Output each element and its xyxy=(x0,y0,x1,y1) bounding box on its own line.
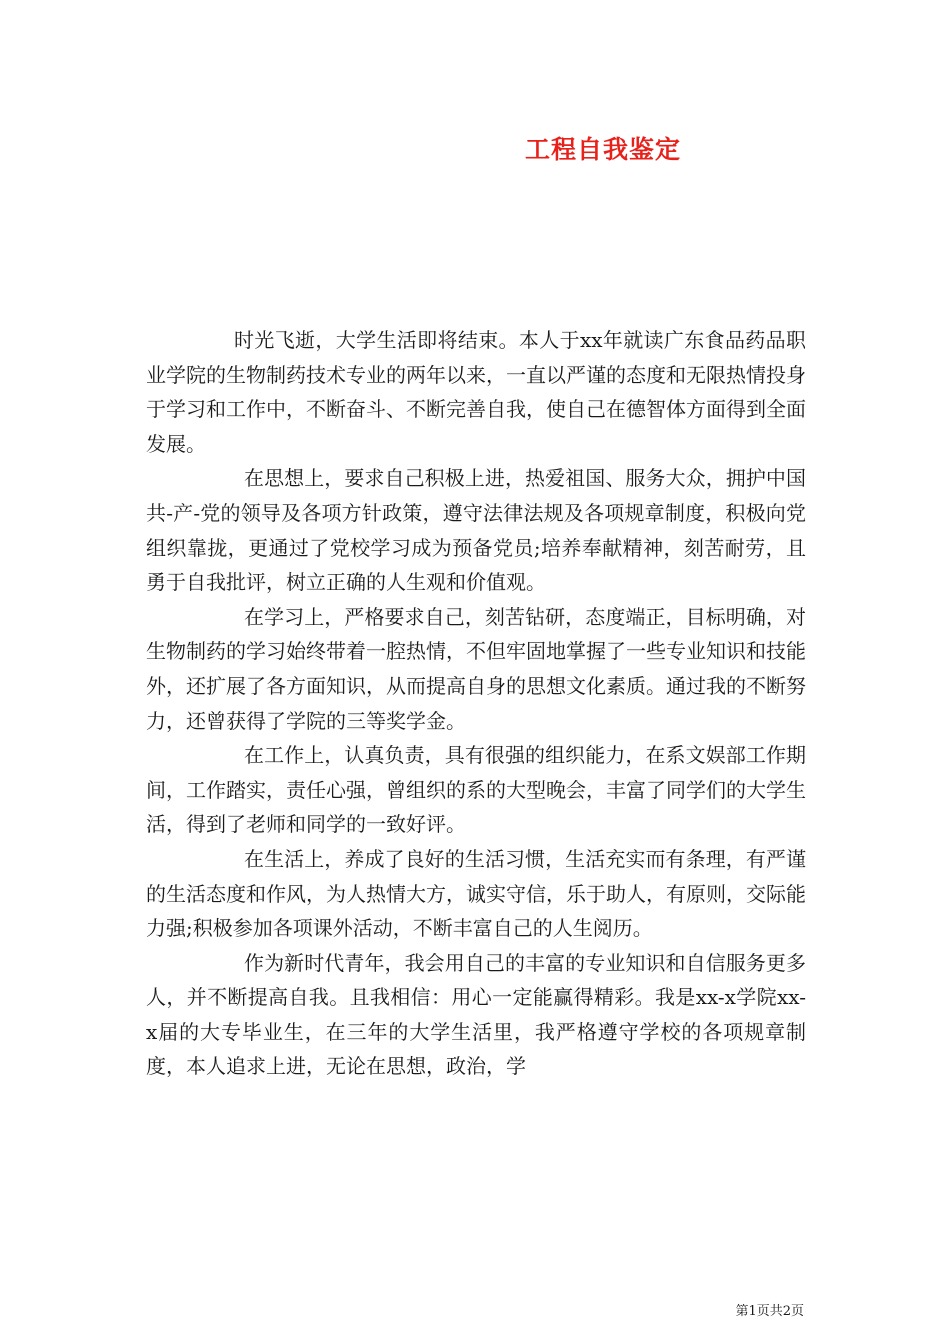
page-number-footer: 第1页共2页 xyxy=(735,1304,804,1319)
paragraph-thought: 在思想上，要求自己积极上进，热爱祖国、服务大众，拥护中国共-产-党的领导及各项方针政策，遵守法律法规及各项规章制度，积极向党组织靠拢，更通过了党校学习成为预备党员;培养奉献精神，刻苦耐劳，且勇于自我批评，树立正确的人生观和价值观。 xyxy=(146,466,806,595)
paragraph-work: 在工作上，认真负责，具有很强的组织能力，在系文娱部工作期间，工作踏实，责任心强，曾组织的系的大型晚会，丰富了同学们的大学生活，得到了老师和同学的一致好评。 xyxy=(146,743,806,837)
paragraph-intro: 时光飞逝，大学生活即将结束。本人于xx年就读广东食品药品职业学院的生物制药技术专业的两年以来，一直以严谨的态度和无限热情投身于学习和工作中，不断奋斗、不断完善自我，使自己在德智体方面得到全面发展。 xyxy=(146,328,806,456)
paragraph-life: 在生活上，养成了良好的生活习惯，生活充实而有条理，有严谨的生活态度和作风，为人热情大方，诚实守信，乐于助人，有原则，交际能力强;积极参加各项课外活动，不断丰富自己的人生阅历。 xyxy=(146,846,806,941)
title-area xyxy=(0,130,950,170)
paragraph-study: 在学习上，严格要求自己，刻苦钻研，态度端正，目标明确，对生物制药的学习始终带着一腔热情，不但牢固地掌握了一些专业知识和技能外，还扩展了各方面知识，从而提高自身的思想文化素质。通过我的不断努力，还曾获得了学院的三等奖学金。 xyxy=(146,604,806,733)
document-title: 工程自我鉴定 xyxy=(525,135,682,164)
paragraph-future: 作为新时代青年，我会用自己的丰富的专业知识和自信服务更多人，并不断提高自我。且我相信：用心一定能赢得精彩。我是xx-x学院xx-x届的大专毕业生，在三年的大学生活里，我严格遵守学校的各项规章制度，本人追求上进，无论在思想，政治，学 xyxy=(146,950,806,1079)
document-body xyxy=(146,323,806,1084)
